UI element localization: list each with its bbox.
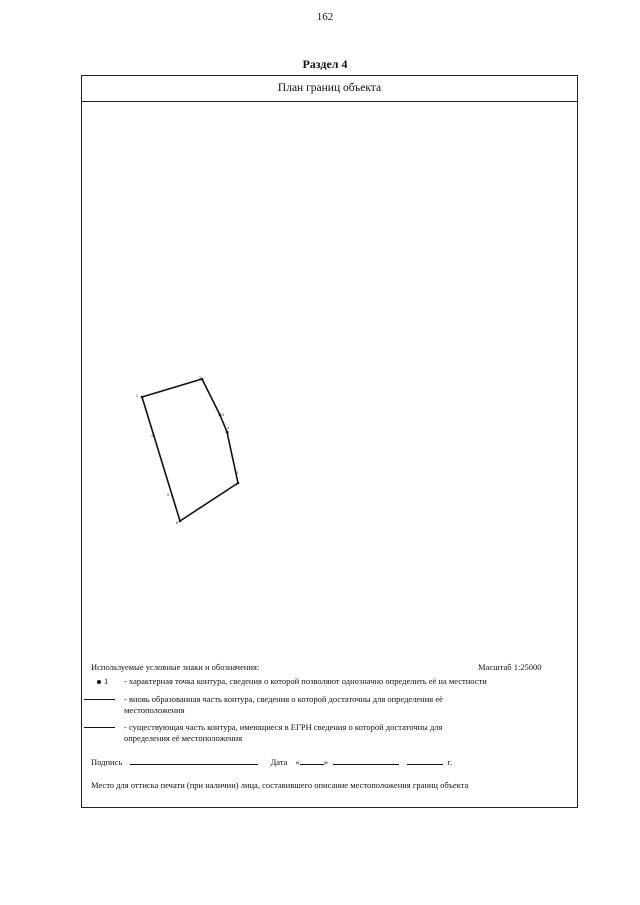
point-label: 2 (199, 376, 201, 380)
point-dot-icon (97, 680, 101, 684)
vertex-marker (201, 378, 204, 381)
point-label: 3 (222, 413, 224, 417)
vertex-marker (141, 396, 144, 399)
stamp-place-note: Место для оттиска печати (при наличии) лица, составившего описание местоположения границ объекта (91, 780, 469, 790)
new-part-line-icon (84, 699, 115, 700)
date-day-field[interactable] (300, 755, 324, 765)
sign-label: Подпись (91, 757, 123, 767)
quote-close: » (323, 757, 329, 767)
legend-title: Используемые условные знаки и обозначения: (91, 662, 260, 672)
point-label: 9 (167, 493, 169, 497)
point-label: 5 (227, 431, 229, 435)
point-label: 1 (136, 394, 138, 398)
boundary-polygon (142, 379, 238, 521)
legend-point-desc: - характерная точка контура, сведения о которой позволяют однозначно определить её на местности (124, 676, 487, 686)
boundary-vertices (141, 378, 240, 523)
boundary-plan (81, 102, 578, 652)
point-label: 8 (176, 521, 178, 525)
legend-new-part-desc-2: местоположения (124, 705, 185, 715)
sign-field[interactable] (130, 755, 258, 765)
existing-part-line-icon (84, 727, 115, 728)
point-label: 4 (227, 426, 229, 430)
legend-point-symbol (97, 676, 108, 686)
legend-point-number: 1 (104, 676, 109, 686)
table-header (81, 75, 578, 102)
quote-open: « (295, 757, 300, 767)
vertex-marker (219, 414, 222, 417)
date-label: Дата (270, 757, 288, 767)
legend-new-part-desc-1: - вновь образованная часть контура, сведения о которой достаточны для определения её (124, 694, 443, 704)
page-number: 162 (316, 11, 334, 23)
point-label: 7 (236, 483, 238, 487)
signature-row (91, 755, 452, 767)
table-header-label: План границ объекта (277, 82, 382, 94)
year-suffix: г. (447, 757, 453, 767)
scale-label: Масштаб 1:25000 (478, 662, 542, 672)
date-year-field[interactable] (407, 755, 443, 765)
point-label: 10 (151, 434, 155, 438)
point-label: 6 (236, 471, 238, 475)
legend-existing-part-desc-1: - существующая часть контура, имеющиеся в ЕГРН сведения о которой достаточны для (124, 722, 443, 732)
date-month-field[interactable] (333, 755, 399, 765)
legend-existing-part-desc-2: определения её местоположения (124, 733, 243, 743)
vertex-marker (179, 520, 182, 523)
section-title: Раздел 4 (302, 57, 348, 71)
